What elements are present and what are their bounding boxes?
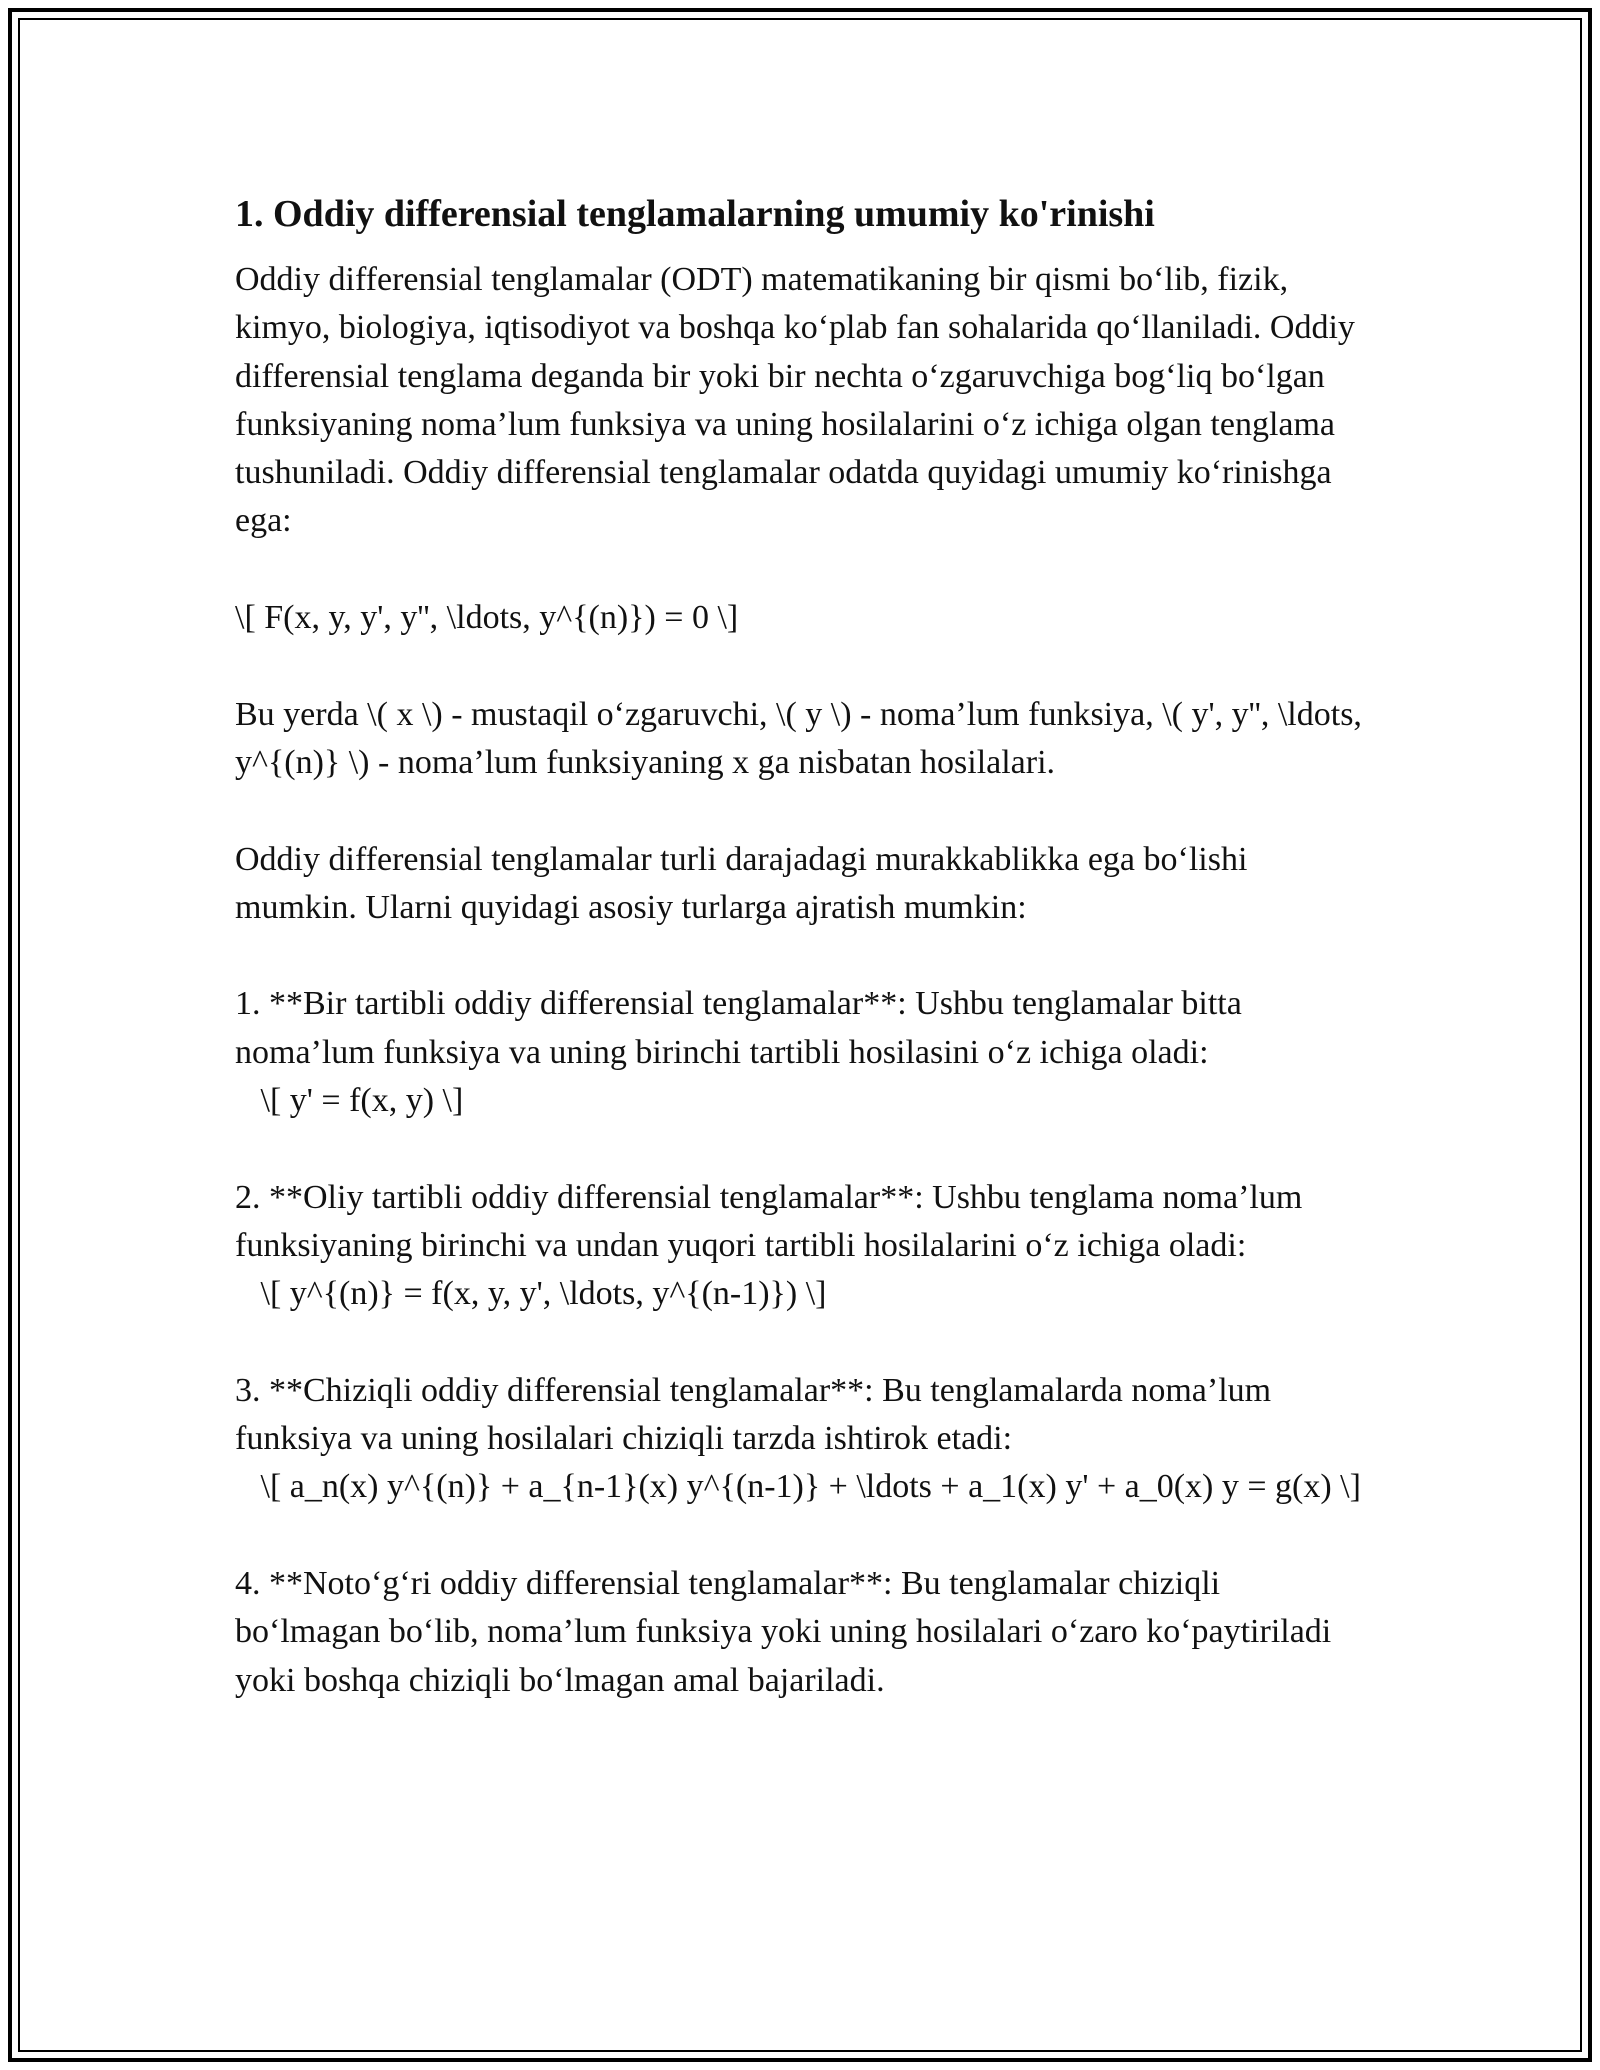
paragraph-gap [235, 642, 1365, 690]
document-body [235, 186, 1371, 1705]
paragraph-gap [235, 787, 1365, 835]
paragraph-gap [235, 546, 1365, 594]
paragraph-gap [235, 1512, 1365, 1560]
list-item-higher-order: 2. **Oliy tartibli oddiy differensial tenglamalar**: Ushbu tenglama noma’lum funksiyaning birinchi va undan yuqori tartibli hosilalarini o‘z ichiga oladi: \[ y^{(n)} = f(x, y, y', \ldots, y^{(n-1)}) \] [235, 1178, 1303, 1313]
section-heading: 1. Oddiy differensial tenglamalarning umumiy ko'rinishi [235, 193, 1155, 235]
paragraph-gap [235, 1319, 1365, 1367]
types-intro-paragraph: Oddiy differensial tenglamalar turli darajadagi murakkablikka ega bo‘lishi mumkin. Ularni quyidagi asosiy turlarga ajratish mumkin: [235, 840, 1256, 926]
variables-paragraph: Bu yerda \( x \) - mustaqil o‘zgaruvchi, \( y \) - noma’lum funksiya, \( y', y'', \ldots, y^{(n)} \) - noma’lum funksiyaning x ga nisbatan hosilalari. [235, 695, 1371, 781]
list-item-linear: 3. **Chiziqli oddiy differensial tenglamalar**: Bu tenglamalarda noma’lum funksiya va uning hosilalari chiziqli tarzda ishtirok etadi: \[ a_n(x) y^{(n)} + a_{n-1}(x) y^{(n-1)} + \ldots + a_1(x) y' + a_0(x) y = g(x) \] [235, 1371, 1361, 1506]
list-item-first-order: 1. **Bir tartibli oddiy differensial tenglamalar**: Ushbu tenglamalar bitta noma’lum funksiya va uning birinchi tartibli hosilasini o‘z ichiga oladi: \[ y' = f(x, y) \] [235, 985, 1242, 1120]
paragraph-gap [235, 1125, 1365, 1173]
general-equation: \[ F(x, y, y', y'', \ldots, y^{(n)}) = 0 \] [235, 599, 739, 637]
list-item-nonlinear: 4. **Noto‘g‘ri oddiy differensial tenglamalar**: Bu tenglamalar chiziqli bo‘lmagan bo‘lib, noma’lum funksiya yoki uning hosilalari o‘zaro ko‘paytiriladi yoki boshqa chiziqli bo‘lmagan amal bajariladi. [235, 1565, 1340, 1699]
paragraph-gap [235, 932, 1365, 980]
intro-paragraph: Oddiy differensial tenglamalar (ODT) matematikaning bir qismi bo‘lib, fizik, kimyo, biologiya, iqtisodiyot va boshqa ko‘plab fan sohalarida qo‘llaniladi. Oddiy differensial tenglama deganda bir yoki bir nechta o‘zgaruvchiga bog‘liq bo‘lgan funksiyaning noma’lum funksiya va uning hosilalarini o‘z ichiga olgan tenglama tushuniladi. Oddiy differensial tenglamalar odatda quyidagi umumiy ko‘rinishga ega: [235, 261, 1364, 540]
